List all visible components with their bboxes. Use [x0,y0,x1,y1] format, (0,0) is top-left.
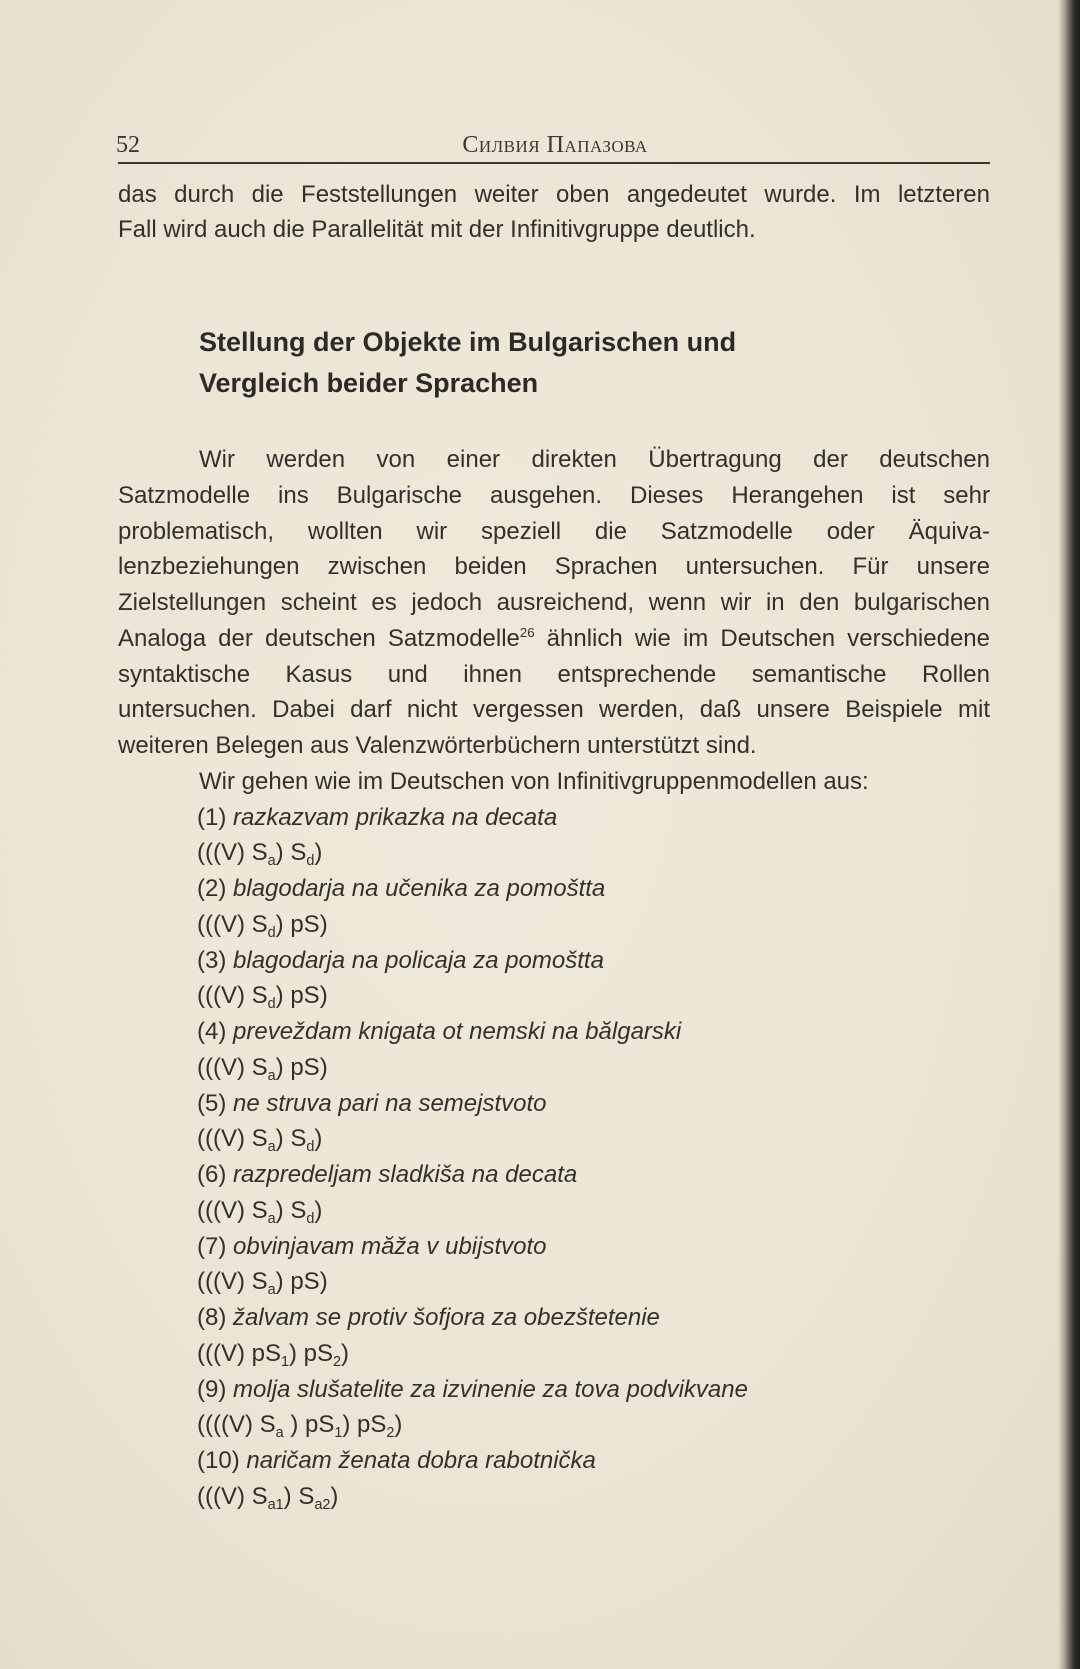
example-phrase: razkazvam prikazka na decata [233,803,558,831]
example-item [197,1014,990,1050]
formula-subscript: a [275,1425,284,1442]
text-line: weiteren Belegen aus Valenzwörterbüchern unterstützt sind. [118,732,757,759]
lead-in-line: Wir gehen wie im Deutschen von Infinitivgruppenmodellen aus: [199,767,869,795]
formula-text: ) pS) [275,910,328,938]
formula-subscript: a1 [267,1496,284,1513]
formula-subscript: 1 [334,1425,343,1442]
formula-text: ) pS) [275,1053,328,1081]
example-formula [197,1407,990,1443]
formula-text: (((V) S [197,1268,268,1296]
example-item [197,1157,990,1193]
formula-text: (((V) S [197,910,268,938]
formula-text: ) [341,1339,350,1367]
example-phrase: razpredeljam sladkiša na decata [233,1161,578,1188]
book-binding-edge [1058,0,1080,1669]
example-phrase: obvinjavam măža v ubijstvoto [233,1232,547,1260]
example-phrase: blagodarja na policaja za pomoštta [233,946,604,974]
text-line: das durch die Feststellungen weiter oben angedeutet wurde. Im letzteren [118,181,990,208]
formula-text: ) [314,839,323,867]
formula-text: ) [314,1196,323,1224]
formula-subscript: 1 [281,1353,290,1370]
formula-text: (((V) S [197,1482,268,1510]
formula-text: ) S [275,839,307,867]
example-formula [197,1193,990,1229]
formula-subscript: d [306,1210,315,1227]
example-item [197,1300,990,1336]
formula-subscript: a [267,1139,276,1156]
section-heading [199,322,736,404]
formula-text: ) S [275,1196,307,1224]
text-line: Wir werden von einer direkten Übertragung der deutschen [199,446,990,473]
running-title: Силвия Папазова [462,132,648,158]
formula-text: (((V) S [197,839,268,867]
example-number: (10) [197,1447,240,1474]
example-number: (6) [197,1161,227,1188]
formula-text: ) pS [289,1339,334,1367]
formula-subscript: d [306,1139,315,1156]
text-line: Fall wird auch die Parallelität mit der Infinitivgruppe deutlich. [118,216,756,243]
example-list [118,800,990,1515]
example-number: (8) [197,1304,227,1331]
example-phrase: ne struva pari na semejstvoto [233,1089,547,1117]
text-line: lenzbeziehungen zwischen beiden Sprachen untersuchen. Für unsere [118,553,990,581]
formula-text: ) pS [342,1411,387,1439]
text-segment: ähnlich wie im Deutschen verschiedene [534,624,990,652]
formula-subscript: a [267,1067,276,1084]
text-line-with-footnote [118,621,990,657]
formula-text: ) pS [283,1411,335,1439]
example-formula [197,907,990,943]
example-formula [197,978,990,1014]
formula-text: ) S [283,1482,315,1510]
example-number: (1) [197,803,227,831]
formula-subscript: d [306,853,315,870]
example-formula [197,1479,990,1515]
formula-subscript: d [267,996,276,1013]
example-number: (3) [197,946,227,974]
text-line: Zielstellungen scheint es jedoch ausreichend, wenn wir in den bulgarischen [118,589,990,616]
formula-text: (((V) S [197,982,268,1010]
example-item [197,943,990,979]
heading-line: Stellung der Objekte im Bulgarischen und [199,327,737,357]
footnote-reference: 26 [519,625,535,641]
heading-line: Vergleich beider Sprachen [199,368,539,398]
formula-text: (((V) S [197,1196,268,1224]
header-rule [118,162,990,164]
formula-text: ((((V) S [197,1411,276,1439]
formula-subscript: d [267,924,276,941]
text-segment: Analoga der deutschen Satzmodelle [118,624,520,652]
text-line: syntaktische Kasus und ihnen entsprechende semantische Rollen [118,660,990,688]
example-number: (4) [197,1018,227,1045]
example-formula [197,835,990,871]
example-phrase: molja slušatelite za izvinenie za tova podvikvane [233,1375,748,1403]
intro-paragraph [118,177,990,247]
formula-subscript: a [267,853,276,870]
formula-text: ) S [275,1125,307,1153]
formula-text: (((V) pS [197,1339,281,1367]
formula-subscript: 2 [333,1353,342,1370]
example-item [197,1443,990,1479]
formula-subscript: a [267,1282,276,1299]
example-formula [197,1336,990,1372]
formula-text: ) pS) [275,1268,328,1296]
example-item [197,1086,990,1122]
example-phrase: blagodarja na učenika za pomoštta [233,875,606,902]
example-formula [197,1264,990,1300]
example-number: (7) [197,1232,227,1260]
example-formula [197,1121,990,1157]
text-line: untersuchen. Dabei darf nicht vergessen werden, daß unsere Beispiele mit [118,696,990,724]
example-phrase: naričam ženata dobra rabotnička [246,1447,596,1474]
example-number: (2) [197,875,227,902]
formula-text: ) [330,1482,339,1510]
example-phrase: žalvam se protiv šofjora za obezštetenie [233,1304,660,1331]
page-number: 52 [116,132,140,158]
example-number: (9) [197,1375,227,1403]
example-item [197,800,990,836]
formula-text: ) [394,1411,403,1439]
formula-text: ) [314,1125,323,1153]
formula-text: ) pS) [275,982,328,1010]
example-number: (5) [197,1089,227,1117]
formula-subscript: 2 [386,1425,395,1442]
example-phrase: preveždam knigata ot nemski na bălgarski [233,1018,682,1045]
example-item [197,1372,990,1408]
formula-text: (((V) S [197,1125,268,1153]
formula-subscript: a [267,1210,276,1227]
text-line: problematisch, wollten wir speziell die Satzmodelle oder Äquiva- [118,517,990,545]
section-body [118,442,990,1515]
example-item [197,871,990,907]
example-formula [197,1050,990,1086]
formula-text: (((V) S [197,1053,268,1081]
example-item [197,1229,990,1265]
formula-subscript: a2 [314,1496,331,1513]
text-line: Satzmodelle ins Bulgarische ausgehen. Dieses Herangehen ist sehr [118,481,990,509]
